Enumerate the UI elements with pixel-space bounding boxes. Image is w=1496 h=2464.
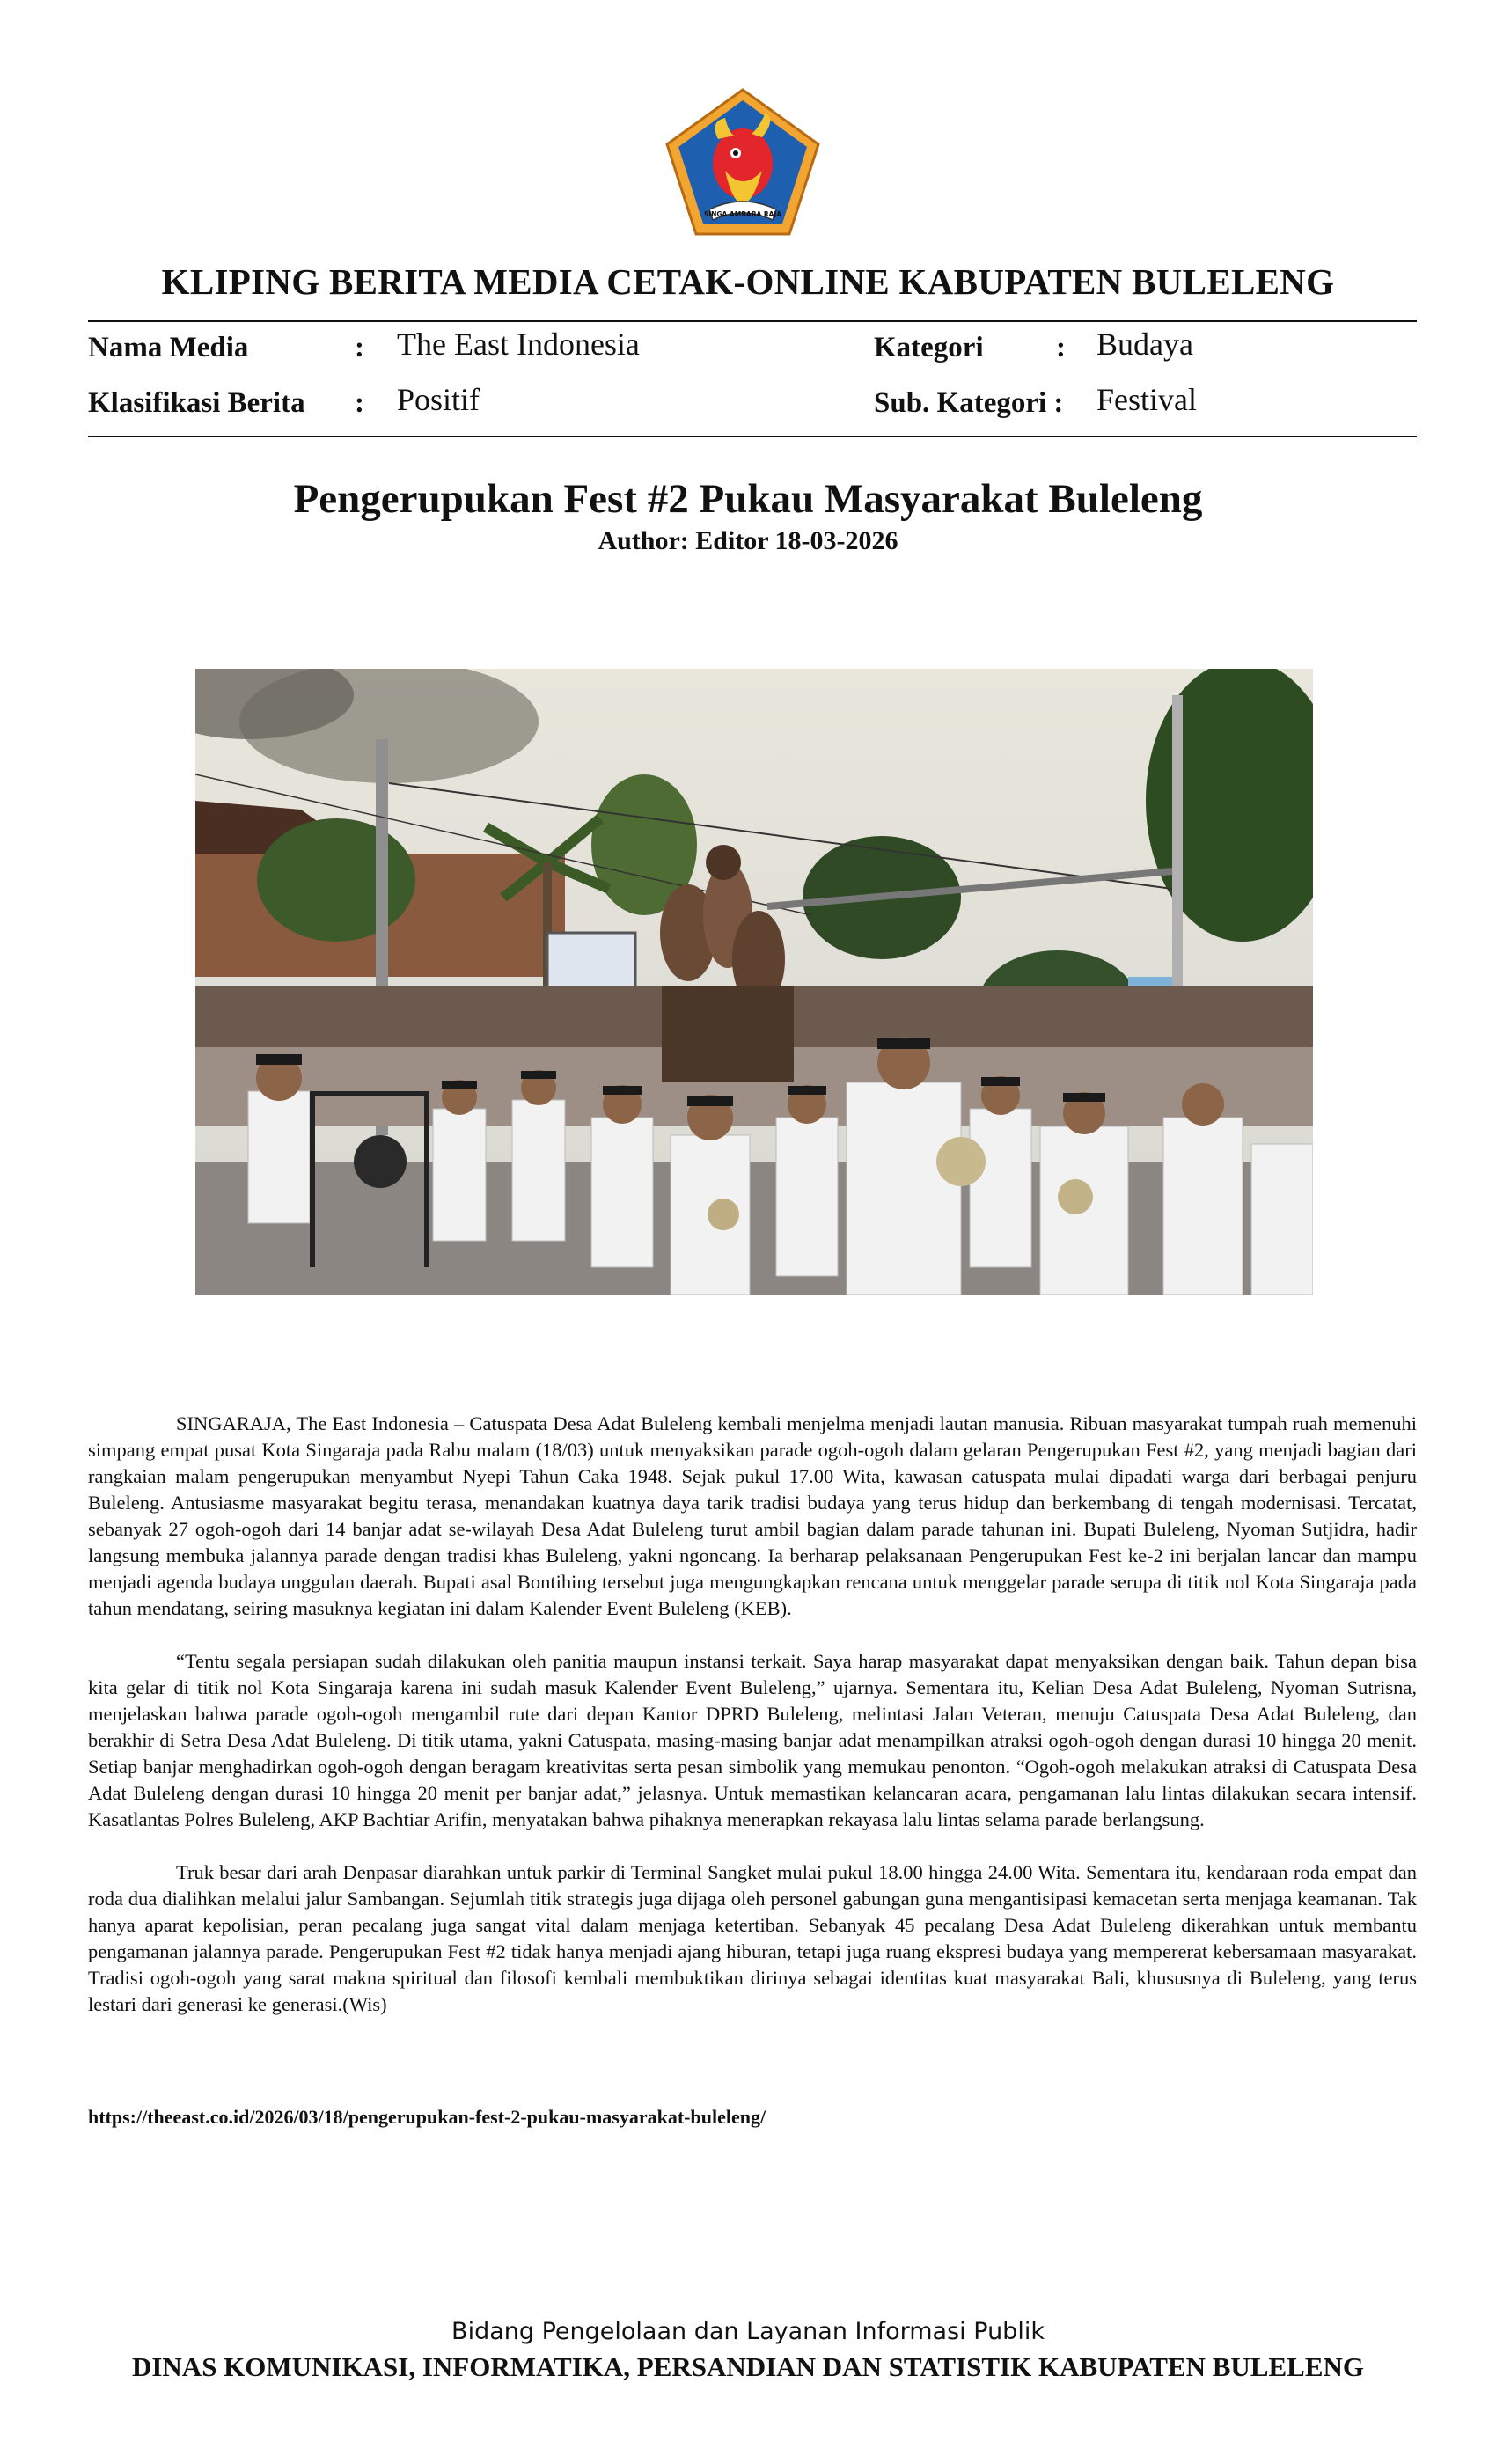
article-paragraph-1: SINGARAJA, The East Indonesia – Catuspata Desa Adat Buleleng kembali menjelma menjadi lautan manusia. Ribuan masyarakat tumpah ruah memenuhi simpang empat pusat Kota Singaraja pada Rabu malam (18/03) untuk menyaksikan parade ogoh-ogoh dalam gelaran Pengerupukan Fest #2, yang menjadi bagian dari rangkaian malam pengerupukan menyambut Nyepi Tahun Caka 1948. Sejak pukul 17.00 Wita, kawasan catuspata mulai dipadati warga dari berbagai penjuru Buleleng. Antusiasme masyarakat begitu terasa, menandakan kuatnya daya tarik tradisi budaya yang terus hidup dan berkembang di tengah modernisasi. Tercatat, sebanyak 27 ogoh-ogoh dari 14 banjar adat se-wilayah Desa Adat Buleleng turut ambil bagian dalam parade tahunan ini. Bupati Buleleng, Nyoman Sutjidra, hadir langsung membuka jalannya parade dengan tradisi khas Buleleng, yakni ngoncang. Ia berharap pelaksanaan Pengerupukan Fest ke-2 ini berjalan lancar dan mampu menjadi agenda budaya unggulan daerah. Bupati asal Bontihing tersebut juga mengungkapkan rencana untuk menggelar parade serupa di titik nol Kota Singaraja pada tahun mendatang, seiring masuknya kegiatan ini dalam Kalender Event Buleleng (KEB). [88, 1412, 1417, 1619]
klasifikasi-value: Positif [397, 382, 480, 417]
kategori-value: Budaya [1096, 326, 1193, 362]
media-label: Nama Media [88, 332, 249, 363]
footer-agency: DINAS KOMUNIKASI, INFORMATIKA, PERSANDIAN DAN STATISTIK KABUPATEN BULELENG [131, 2351, 1365, 2382]
subkategori-value: Festival [1096, 382, 1197, 417]
subkategori-label: Sub. Kategori : [874, 387, 1064, 419]
source-url-link[interactable]: https://theeast.co.id/2026/03/18/pengerupukan-fest-2-pukau-masyarakat-buleleng/ [88, 2106, 766, 2128]
svg-text:SINGA AMBARA RAJA: SINGA AMBARA RAJA [703, 210, 782, 218]
pemkab-buleleng-logo-icon [664, 86, 822, 238]
page-title: KLIPING BERITA MEDIA CETAK-ONLINE KABUPATEN BULELENG [161, 261, 1335, 302]
klasifikasi-colon: : [355, 387, 364, 419]
article-paragraph-3: Truk besar dari arah Denpasar diarahkan untuk parkir di Terminal Sangket mulai pukul 18.00 hingga 24.00 Wita. Sementara itu, kendaraan roda empat dan roda dua dialihkan melalui jalur Sambangan. Sejumlah titik strategis juga dijaga oleh personel gabungan guna mengantisipasi kemacetan serta menjaga keamanan. Tak hanya aparat kepolisian, peran pecalang juga sangat vital dalam menjaga ketertiban. Sebanyak 45 pecalang Desa Adat Buleleng dikerahkan untuk membantu pengamanan jalannya parade. Pengerupukan Fest #2 tidak hanya menjadi ajang hiburan, tetapi juga ruang ekspresi budaya yang mempererat kebersamaan masyarakat. Tradisi ogoh-ogoh yang sarat makna spiritual dan filosofi kembali membuktikan dirinya sebagai identitas kuat masyarakat Bali, khususnya di Buleleng, yang terus lestari dari generasi ke generasi.(Wis) [88, 1861, 1417, 2015]
divider-top [88, 320, 1417, 322]
article-body [88, 1411, 1417, 2044]
footer-division: Bidang Pengelolaan dan Layanan Informasi Publik [451, 2318, 1045, 2345]
article-paragraph-2: “Tentu segala persiapan sudah dilakukan oleh panitia maupun instansi terkait. Saya harap masyarakat dapat menyaksikan dengan baik. Tahun depan bisa kita gelar di titik nol Kota Singaraja karena ini sudah masuk Kalender Event Buleleng,” ujarnya. Sementara itu, Kelian Desa Adat Buleleng, Nyoman Sutrisna, menjelaskan bahwa parade ogoh-ogoh mengambil rute dari depan Kantor DPRD Buleleng, melintasi Jalan Veteran, menuju Catuspata Desa Adat Buleleng, dan berakhir di Setra Desa Adat Buleleng. Di titik utama, yakni Catuspata, masing-masing banjar adat menampilkan atraksi ogoh-ogoh dengan durasi 10 hingga 20 menit. Setiap banjar menghadirkan ogoh-ogoh dengan beragam kreativitas serta pesan simbolik yang memukau penonton. “Ogoh-ogoh melakukan atraksi di Catuspata Desa Adat Buleleng dengan durasi 10 hingga 20 menit per banjar adat,” jelasnya. Untuk memastikan kelancaran acara, pengamanan lalu lintas dilakukan secara intensif. Kasatlantas Polres Buleleng, AKP Bachtiar Arifin, menyatakan bahwa pihaknya menerapkan rekayasa lalu lintas selama parade berlangsung. [88, 1650, 1417, 1830]
kategori-colon: : [1056, 332, 1066, 363]
media-colon: : [355, 332, 364, 363]
article-headline: Pengerupukan Fest #2 Pukau Masyarakat Buleleng [293, 476, 1203, 522]
article-author: Author: Editor 18-03-2026 [598, 526, 898, 555]
divider-bottom [88, 436, 1417, 437]
ogoh-ogoh-parade-photo [195, 669, 1313, 1295]
kategori-label: Kategori [874, 332, 984, 363]
media-value: The East Indonesia [397, 326, 640, 362]
klasifikasi-label: Klasifikasi Berita [88, 387, 305, 419]
